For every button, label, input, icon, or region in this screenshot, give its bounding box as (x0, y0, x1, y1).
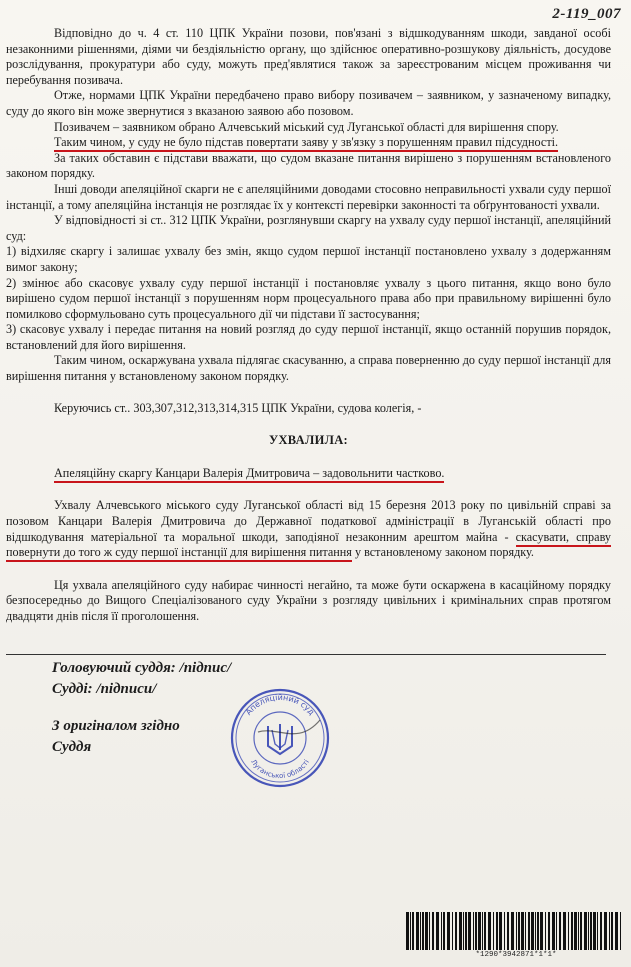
paragraph-underlined (6, 135, 611, 151)
barcode-bar (521, 912, 524, 950)
divider (6, 654, 606, 655)
barcode-bar (452, 912, 453, 950)
barcode-bar (478, 912, 481, 950)
barcode-bar (484, 912, 486, 950)
underlined-text: Апеляційну скаргу Канцари Валерія Дмитровича – задовольнити частково. (54, 466, 444, 483)
barcode-bar (578, 912, 579, 950)
barcode-bar (535, 912, 536, 950)
paragraph: 3) скасовує ухвалу і передає питання на новий розгляд до суду першої інстанції, якщо останній порушив порядок, встановлений для його вирішення. (6, 322, 611, 352)
paragraph: Позивачем – заявником обрано Алчевський міський суд Луганської області для вирішення спору. (54, 119, 559, 134)
stamp-text-bottom: Луганської області (249, 758, 311, 781)
judge: Суддя (52, 739, 92, 755)
barcode-bar (436, 912, 439, 950)
barcode-bar (568, 912, 569, 950)
paragraph: Відповідно до ч. 4 ст. 110 ЦПК України позови, пов'язані з відшкодуванням шкоди, завданої особі незаконними рішеннями, діями чи бездіяльністю органу, що здійснює оперативно-розшукову діяльність, досудове розслідування, прокуратури або суду, можуть пред'являтися також за зареєстрованим місцем проживання чи перебування позивача. (6, 26, 611, 87)
paragraph-text: Ухвалу Алчевського міського суду Луганської області від 15 березня 2013 року по цивільній справі за позовом Канцари Валерія Дмитровича до Державної податкової адміністрації в Луганській області про відшкодування матеріальної та моральної шкоди, заподіяної незаконним арештом майна - (6, 498, 611, 544)
barcode-bar (571, 912, 573, 950)
barcode-bar (593, 912, 596, 950)
barcode-bar (499, 912, 502, 950)
paragraph: Інші доводи апеляційної скарги не є апеляційними доводами стосовно неправильності ухвали суду першої інстанції, а тому апеляційна інстанція не розглядає їх у контексті перевірки законності та обґрунтованості ухвали. (6, 181, 611, 212)
underlined-text: скасувати, справу повернути до того ж суду першої інстанції для вирішення питання (6, 530, 611, 563)
barcode-bar (422, 912, 424, 950)
paragraph: 1) відхиляє скаргу і залишає ухвалу без змін, якщо судом першої інстанції постановлено ухвалу з додержанням вимог закону; (6, 244, 611, 274)
paragraph: 2) змінює або скасовує ухвалу суду першої інстанції і постановляє ухвалу з цього питання, якщо воно було вирішено судом першої інстанції з порушенням норм процесуального права або при правильному вирішенні було помилково сформульовано суть процесуального дії чи підстави її застосування; (6, 275, 611, 321)
barcode-bar (455, 912, 457, 950)
signature-block (52, 658, 231, 758)
barcode-bar (597, 912, 598, 950)
barcode-bar (548, 912, 550, 950)
barcode-bar (429, 912, 430, 950)
barcode-bar (475, 912, 477, 950)
barcode-bar (496, 912, 498, 950)
barcode-icon (404, 912, 626, 950)
original-note: З оригіналом згідно (52, 718, 180, 734)
court-stamp (228, 686, 332, 790)
paragraph-text: у встановленому законом порядку. (351, 545, 534, 560)
document-body (6, 26, 611, 625)
barcode-bar (600, 912, 602, 950)
barcode-bar (488, 912, 491, 950)
barcode-bar (559, 912, 561, 950)
barcode-bar (574, 912, 577, 950)
paragraph: За таких обставин є підстави вважати, що судом вказане питання вирішено з порушенням встановленого законом порядку. (6, 150, 611, 181)
barcode-bar (537, 912, 539, 950)
barcode-bar (590, 912, 592, 950)
barcode-bar (528, 912, 530, 950)
barcode-bar (620, 912, 621, 950)
barcode-bar (525, 912, 526, 950)
barcode-bar (580, 912, 582, 950)
barcode-bar (604, 912, 607, 950)
barcode-bar (420, 912, 421, 950)
stamp-text-top: Апеляційний суд (243, 692, 317, 717)
barcode-bar (416, 912, 419, 950)
paragraph: Таким чином, оскаржувана ухвала підлягає скасуванню, а справа поверненню до суду першої інстанції для вирішення питання у встановленому законом порядку. (6, 353, 611, 384)
barcode-bar (432, 912, 434, 950)
resolution-heading: УХВАЛИЛА: (268, 433, 349, 448)
barcode-bar (540, 912, 543, 950)
barcode-bar (443, 912, 445, 950)
paragraph: Отже, нормами ЦПК України передбачено право вибору позивачем – заявником, у зазначеному випадку, суду до якого він може звернутися з вказаною заявою або позовом. (6, 88, 611, 118)
barcode-bar (406, 912, 409, 950)
barcode-bar (412, 912, 414, 950)
barcode-bar (468, 912, 471, 950)
barcode-bar (410, 912, 411, 950)
barcode-bar (552, 912, 555, 950)
barcode-bar (507, 912, 509, 950)
presiding-judge: Головуючий суддя: /підпис/ (52, 660, 232, 676)
trident-emblem-icon (268, 724, 292, 754)
barcode-bar (473, 912, 474, 950)
barcode-bar (609, 912, 610, 950)
paragraph (6, 498, 611, 560)
underlined-text: Таким чином, у суду не було підстав повертати заяву у зв'язку з порушенням правил підсудності. (54, 135, 558, 152)
barcode-bar (504, 912, 505, 950)
barcode-bar (459, 912, 462, 950)
paragraph: Керуючись ст.. 303,307,312,313,314,315 ЦПК України, судова колегія, - (54, 400, 422, 415)
barcode-bar (545, 912, 546, 950)
judges: Судді: /підписи/ (52, 681, 157, 697)
paragraph: У відповідності зі ст.. 312 ЦПК України, розглянувши скаргу на ухвалу суду першої інстанції, апеляційний суд: (6, 213, 611, 243)
barcode-bar (425, 912, 428, 950)
barcode-bar (463, 912, 464, 950)
barcode-bar (563, 912, 566, 950)
barcode-bar (441, 912, 442, 950)
page-number: 2-119_007 (552, 6, 621, 22)
barcode-bar (615, 912, 618, 950)
barcode-bar (482, 912, 483, 950)
barcode-bar (584, 912, 587, 950)
barcode-bar (493, 912, 494, 950)
barcode-bar (465, 912, 467, 950)
barcode-bar (518, 912, 520, 950)
barcode-bar (511, 912, 514, 950)
paragraph: Ця ухвала апеляційного суду набирає чинності негайно, та може бути оскаржена в касаційному порядку безпосередньо до Вищого Спеціалізованого суду України з розгляду цивільних і кримінальних справ протягом двадцяти днів після її проголошення. (6, 577, 611, 623)
barcode-bar (611, 912, 613, 950)
barcode-bar (556, 912, 557, 950)
barcode-bar (588, 912, 589, 950)
paragraph-underlined (6, 466, 611, 482)
barcode-bar (531, 912, 534, 950)
barcode-text: *1290*3942871*1*1* (475, 951, 557, 959)
barcode-bar (447, 912, 450, 950)
barcode-bar (516, 912, 517, 950)
